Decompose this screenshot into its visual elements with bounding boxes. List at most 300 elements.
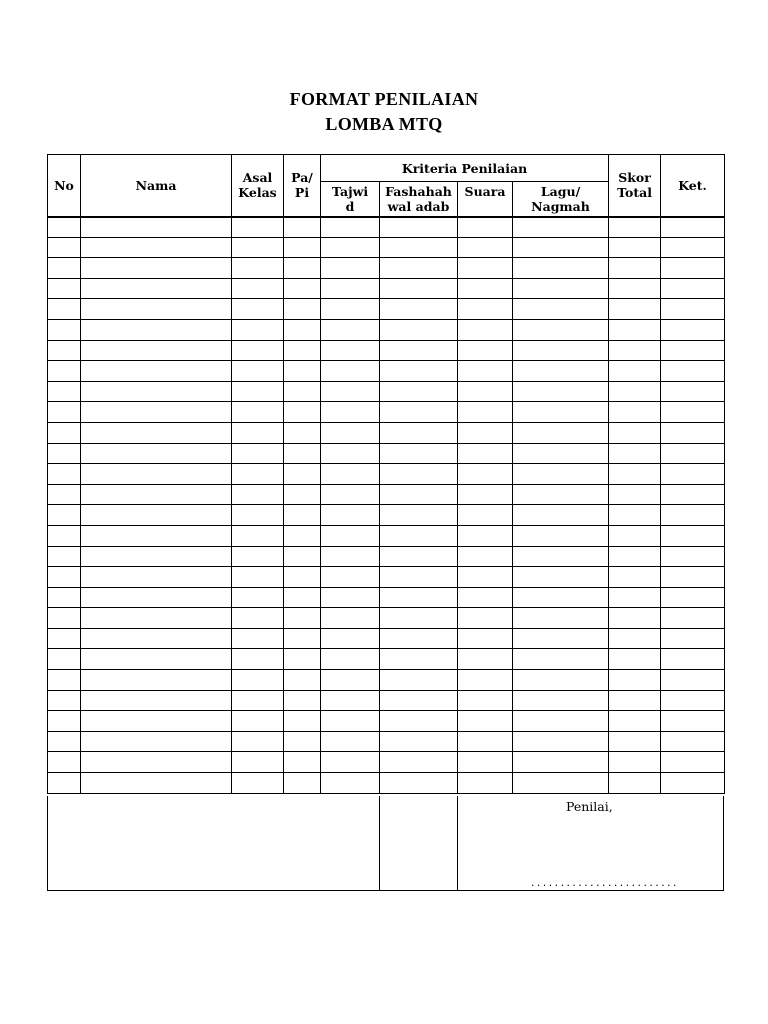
table-cell — [232, 649, 284, 670]
scoring-table — [47, 154, 725, 794]
table-cell — [321, 484, 380, 505]
table-row — [48, 587, 725, 608]
table-cell — [661, 711, 725, 732]
table-cell — [321, 525, 380, 546]
table-cell — [661, 381, 725, 402]
table-cell — [661, 361, 725, 382]
table-cell — [48, 690, 81, 711]
table-cell — [232, 587, 284, 608]
table-cell — [321, 608, 380, 629]
table-cell — [48, 484, 81, 505]
table-cell — [513, 237, 609, 258]
table-cell — [48, 731, 81, 752]
table-row — [48, 484, 725, 505]
table-cell — [380, 773, 458, 794]
table-cell — [609, 258, 661, 279]
penilai-label: Penilai, — [566, 799, 613, 814]
table-cell — [513, 299, 609, 320]
table-row — [48, 340, 725, 361]
table-row — [48, 649, 725, 670]
table-cell — [321, 237, 380, 258]
table-cell — [81, 525, 232, 546]
table-cell — [513, 525, 609, 546]
table-cell — [380, 711, 458, 732]
divider — [457, 796, 458, 890]
table-cell — [284, 381, 321, 402]
table-cell — [284, 402, 321, 423]
table-row — [48, 690, 725, 711]
table-cell — [284, 546, 321, 567]
table-cell — [513, 649, 609, 670]
table-cell — [609, 299, 661, 320]
table-cell — [380, 381, 458, 402]
header-nama: Nama — [81, 155, 232, 217]
document-subtitle: LOMBA MTQ — [325, 114, 443, 134]
table-cell — [81, 690, 232, 711]
table-cell — [513, 752, 609, 773]
table-cell — [513, 711, 609, 732]
table-cell — [380, 731, 458, 752]
table-body — [48, 217, 725, 794]
table-cell — [232, 381, 284, 402]
table-cell — [609, 319, 661, 340]
table-cell — [81, 340, 232, 361]
table-cell — [232, 319, 284, 340]
table-cell — [458, 402, 513, 423]
table-cell — [284, 278, 321, 299]
table-cell — [48, 402, 81, 423]
header-suara: Suara — [458, 182, 513, 217]
table-cell — [513, 505, 609, 526]
table-cell — [661, 587, 725, 608]
table-cell — [380, 361, 458, 382]
table-cell — [321, 443, 380, 464]
table-cell — [609, 464, 661, 485]
table-cell — [284, 731, 321, 752]
table-cell — [232, 752, 284, 773]
table-cell — [458, 278, 513, 299]
table-cell — [513, 402, 609, 423]
table-cell — [458, 464, 513, 485]
table-cell — [661, 278, 725, 299]
table-cell — [609, 237, 661, 258]
document-title: FORMAT PENILAIAN — [289, 89, 479, 109]
table-cell — [513, 546, 609, 567]
table-cell — [81, 546, 232, 567]
table-row — [48, 381, 725, 402]
table-cell — [661, 649, 725, 670]
table-cell — [513, 628, 609, 649]
table-cell — [380, 484, 458, 505]
table-row — [48, 361, 725, 382]
table-cell — [380, 649, 458, 670]
table-cell — [458, 443, 513, 464]
table-cell — [513, 217, 609, 238]
table-cell — [284, 587, 321, 608]
table-cell — [48, 525, 81, 546]
table-cell — [232, 299, 284, 320]
table-cell — [609, 484, 661, 505]
table-cell — [458, 628, 513, 649]
table-cell — [232, 484, 284, 505]
table-cell — [284, 217, 321, 238]
table-cell — [661, 505, 725, 526]
table-cell — [284, 608, 321, 629]
table-cell — [661, 773, 725, 794]
table-cell — [48, 711, 81, 732]
table-cell — [284, 361, 321, 382]
header-skor-total: Skor Total — [609, 155, 661, 217]
table-cell — [609, 217, 661, 238]
table-cell — [609, 608, 661, 629]
table-cell — [232, 505, 284, 526]
table-cell — [284, 752, 321, 773]
table-cell — [284, 649, 321, 670]
table-cell — [661, 319, 725, 340]
table-cell — [284, 258, 321, 279]
table-cell — [81, 258, 232, 279]
table-cell — [284, 567, 321, 588]
table-cell — [458, 258, 513, 279]
table-cell — [661, 484, 725, 505]
table-cell — [458, 484, 513, 505]
table-cell — [609, 546, 661, 567]
table-cell — [321, 670, 380, 691]
table-cell — [284, 670, 321, 691]
table-row — [48, 505, 725, 526]
table-row — [48, 402, 725, 423]
table-cell — [81, 711, 232, 732]
table-cell — [380, 525, 458, 546]
table-cell — [380, 340, 458, 361]
table-cell — [458, 773, 513, 794]
table-cell — [380, 567, 458, 588]
table-cell — [380, 505, 458, 526]
table-cell — [458, 690, 513, 711]
table-cell — [321, 731, 380, 752]
table-cell — [380, 258, 458, 279]
table-cell — [81, 773, 232, 794]
table-cell — [284, 525, 321, 546]
table-cell — [232, 525, 284, 546]
table-cell — [458, 340, 513, 361]
table-cell — [380, 608, 458, 629]
table-row — [48, 608, 725, 629]
table-cell — [609, 381, 661, 402]
table-row — [48, 464, 725, 485]
table-cell — [81, 299, 232, 320]
table-cell — [48, 505, 81, 526]
table-cell — [321, 690, 380, 711]
table-cell — [380, 546, 458, 567]
table-row — [48, 773, 725, 794]
table-row — [48, 278, 725, 299]
table-cell — [458, 670, 513, 691]
table-cell — [513, 587, 609, 608]
table-cell — [321, 340, 380, 361]
table-cell — [380, 690, 458, 711]
table-cell — [232, 690, 284, 711]
table-cell — [321, 464, 380, 485]
table-cell — [81, 464, 232, 485]
table-cell — [48, 608, 81, 629]
table-cell — [48, 443, 81, 464]
table-cell — [321, 319, 380, 340]
table-cell — [609, 567, 661, 588]
table-cell — [81, 443, 232, 464]
table-row — [48, 567, 725, 588]
table-row — [48, 237, 725, 258]
table-cell — [48, 649, 81, 670]
table-cell — [380, 299, 458, 320]
table-cell — [232, 546, 284, 567]
table-cell — [661, 340, 725, 361]
table-cell — [48, 299, 81, 320]
table-row — [48, 628, 725, 649]
table-cell — [321, 628, 380, 649]
table-cell — [284, 690, 321, 711]
table-cell — [48, 567, 81, 588]
table-cell — [609, 711, 661, 732]
table-cell — [609, 649, 661, 670]
table-cell — [609, 731, 661, 752]
table-cell — [284, 628, 321, 649]
table-cell — [458, 711, 513, 732]
table-cell — [48, 237, 81, 258]
table-cell — [232, 402, 284, 423]
table-cell — [81, 402, 232, 423]
table-cell — [48, 340, 81, 361]
table-cell — [458, 217, 513, 238]
table-cell — [513, 670, 609, 691]
table-cell — [380, 587, 458, 608]
table-cell — [458, 299, 513, 320]
header-pa-pi: Pa/ Pi — [284, 155, 321, 217]
table-cell — [284, 237, 321, 258]
table-cell — [380, 752, 458, 773]
table-cell — [661, 752, 725, 773]
header-ket: Ket. — [661, 155, 725, 217]
header-lagu-nagmah: Lagu/ Nagmah — [513, 182, 609, 217]
table-cell — [380, 422, 458, 443]
table-cell — [321, 361, 380, 382]
table-cell — [81, 752, 232, 773]
table-cell — [513, 731, 609, 752]
signature-line: ......................... — [530, 879, 678, 889]
table-cell — [513, 690, 609, 711]
table-cell — [380, 217, 458, 238]
table-cell — [513, 608, 609, 629]
table-cell — [458, 587, 513, 608]
table-cell — [81, 731, 232, 752]
table-cell — [321, 217, 380, 238]
table-row — [48, 422, 725, 443]
table-cell — [513, 773, 609, 794]
table-row — [48, 299, 725, 320]
table-cell — [380, 278, 458, 299]
table-cell — [48, 422, 81, 443]
table-cell — [81, 237, 232, 258]
table-cell — [661, 299, 725, 320]
table-cell — [81, 649, 232, 670]
table-cell — [48, 258, 81, 279]
table-cell — [232, 464, 284, 485]
table-cell — [513, 319, 609, 340]
table-cell — [232, 237, 284, 258]
table-cell — [321, 773, 380, 794]
table-row — [48, 258, 725, 279]
table-cell — [284, 773, 321, 794]
table-cell — [48, 381, 81, 402]
table-cell — [232, 443, 284, 464]
table-cell — [232, 567, 284, 588]
table-cell — [321, 752, 380, 773]
table-cell — [232, 422, 284, 443]
table-cell — [513, 340, 609, 361]
table-row — [48, 217, 725, 238]
table-cell — [609, 752, 661, 773]
table-cell — [513, 278, 609, 299]
table-cell — [609, 587, 661, 608]
table-cell — [661, 443, 725, 464]
signature-area — [47, 796, 724, 891]
table-cell — [661, 258, 725, 279]
table-cell — [661, 546, 725, 567]
table-cell — [609, 505, 661, 526]
table-cell — [48, 587, 81, 608]
table-cell — [458, 546, 513, 567]
table-cell — [81, 587, 232, 608]
table-cell — [661, 670, 725, 691]
table-cell — [48, 628, 81, 649]
table-cell — [81, 567, 232, 588]
table-cell — [458, 752, 513, 773]
table-cell — [48, 546, 81, 567]
table-cell — [380, 464, 458, 485]
table-cell — [513, 381, 609, 402]
table-cell — [661, 690, 725, 711]
table-cell — [232, 773, 284, 794]
table-cell — [609, 443, 661, 464]
table-cell — [513, 258, 609, 279]
table-cell — [458, 319, 513, 340]
table-cell — [232, 711, 284, 732]
table-cell — [48, 361, 81, 382]
table-cell — [321, 278, 380, 299]
table-cell — [380, 670, 458, 691]
table-cell — [380, 443, 458, 464]
table-cell — [232, 731, 284, 752]
table-cell — [232, 670, 284, 691]
table-cell — [609, 773, 661, 794]
table-cell — [380, 402, 458, 423]
table-row — [48, 319, 725, 340]
table-cell — [513, 567, 609, 588]
table-cell — [321, 587, 380, 608]
table-cell — [81, 319, 232, 340]
header-kriteria-penilaian: Kriteria Penilaian — [321, 155, 609, 182]
table-cell — [232, 628, 284, 649]
table-cell — [380, 237, 458, 258]
table-cell — [321, 505, 380, 526]
table-cell — [458, 608, 513, 629]
table-cell — [232, 258, 284, 279]
table-cell — [609, 628, 661, 649]
table-cell — [321, 422, 380, 443]
table-cell — [458, 525, 513, 546]
table-cell — [513, 422, 609, 443]
header-no: No — [48, 155, 81, 217]
table-cell — [513, 443, 609, 464]
table-cell — [232, 361, 284, 382]
table-cell — [609, 690, 661, 711]
table-cell — [284, 711, 321, 732]
table-cell — [513, 464, 609, 485]
table-cell — [48, 278, 81, 299]
table-cell — [284, 464, 321, 485]
table-cell — [284, 484, 321, 505]
table-row — [48, 731, 725, 752]
table-cell — [513, 484, 609, 505]
table-cell — [661, 608, 725, 629]
table-row — [48, 546, 725, 567]
table-cell — [609, 278, 661, 299]
table-cell — [661, 217, 725, 238]
table-cell — [232, 278, 284, 299]
table-cell — [48, 773, 81, 794]
header-asal-kelas: Asal Kelas — [232, 155, 284, 217]
table-cell — [284, 319, 321, 340]
table-cell — [81, 484, 232, 505]
table-row — [48, 525, 725, 546]
table-cell — [661, 731, 725, 752]
table-cell — [48, 752, 81, 773]
table-cell — [321, 649, 380, 670]
table-cell — [661, 237, 725, 258]
header-fashahah: Fashahah wal adab — [380, 182, 458, 217]
table-cell — [321, 711, 380, 732]
table-cell — [609, 422, 661, 443]
table-cell — [609, 670, 661, 691]
table-cell — [609, 525, 661, 546]
table-cell — [321, 258, 380, 279]
table-cell — [661, 525, 725, 546]
table-cell — [284, 340, 321, 361]
table-cell — [661, 402, 725, 423]
header-tajwid: Tajwi d — [321, 182, 380, 217]
table-row — [48, 670, 725, 691]
table-cell — [458, 237, 513, 258]
table-cell — [48, 319, 81, 340]
table-cell — [81, 217, 232, 238]
table-cell — [284, 422, 321, 443]
table-cell — [81, 278, 232, 299]
table-cell — [48, 464, 81, 485]
table-cell — [321, 567, 380, 588]
table-cell — [609, 402, 661, 423]
table-cell — [81, 422, 232, 443]
table-cell — [513, 361, 609, 382]
table-cell — [458, 361, 513, 382]
table-cell — [661, 464, 725, 485]
table-cell — [458, 381, 513, 402]
table-cell — [661, 628, 725, 649]
table-cell — [458, 731, 513, 752]
table-row — [48, 711, 725, 732]
table-cell — [81, 381, 232, 402]
table-row — [48, 443, 725, 464]
table-cell — [458, 567, 513, 588]
